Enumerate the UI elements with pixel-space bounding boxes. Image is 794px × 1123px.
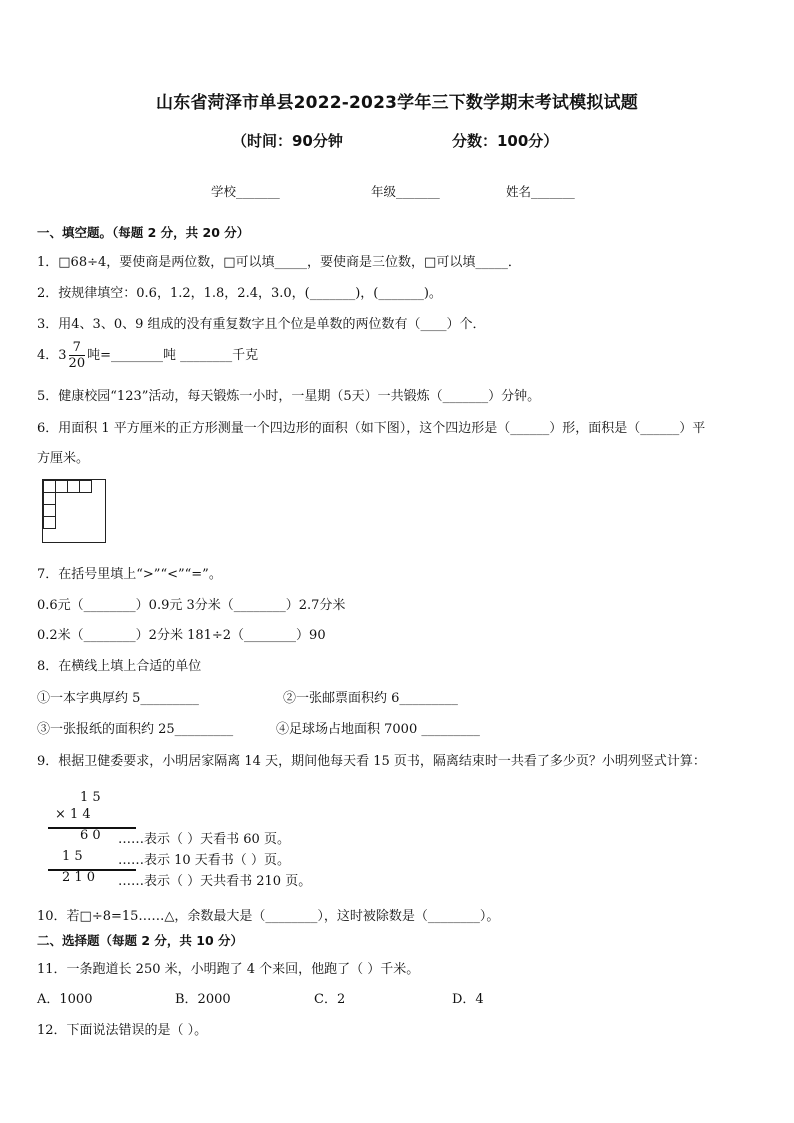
question-6-line2: 方厘米。 xyxy=(37,451,90,466)
calc-partial-2: 1 5 xyxy=(62,849,83,864)
option-a: A．1000 xyxy=(37,992,93,1007)
question-7-row1: 0.6元（________）0.9元 3分米（________）2.7分米 xyxy=(37,598,346,613)
page-title: 山东省菏泽市单县2022-2023学年三下数学期末考试模拟试题 xyxy=(156,93,638,113)
question-7: 7．在括号里填上“>”“<”“=”。 xyxy=(37,567,222,582)
calc-row-multiplier: × 1 4 xyxy=(55,807,91,822)
calc-partial-1: 6 0 xyxy=(80,828,101,843)
calc-product-note: ……表示（ ）天共看书 210 页。 xyxy=(118,874,312,889)
area-grid-figure xyxy=(42,479,106,543)
question-8-c: ③一张报纸的面积约 25_________ xyxy=(37,722,234,737)
question-9: 9．根据卫健委要求，小明居家隔离 14 天，期间他每天看 15 页书，隔离结束时一共看了多少页？小明列竖式计算： xyxy=(37,754,706,769)
question-10: 10．若□÷8=15……△，余数最大是（________），这时被除数是（________）。 xyxy=(37,909,500,924)
question-8-d: ④足球场占地面积 7000 _________ xyxy=(276,722,480,737)
option-c: C．2 xyxy=(314,992,346,1007)
question-4-text: 吨=________吨 ________千克 xyxy=(87,348,259,363)
calc-product: 2 1 0 xyxy=(62,870,96,885)
name-field: 姓名_______ xyxy=(506,184,575,199)
question-7-row2: 0.2米（________）2分米 181÷2（________）90 xyxy=(37,628,326,643)
question-4 xyxy=(37,340,258,371)
calc-partial-2-note: ……表示 10 天看书（ ）页。 xyxy=(118,853,290,868)
exam-time: （时间：90分钟 xyxy=(232,132,343,150)
school-field: 学校_______ xyxy=(211,184,280,199)
question-11: 11．一条跑道长 250 米，小明跑了 4 个来回，他跑了（ ）千米。 xyxy=(37,962,420,977)
question-12: 12．下面说法错误的是（ ）。 xyxy=(37,1023,208,1038)
exam-score: 分数：100分） xyxy=(452,132,559,150)
calc-partial-1-note: ……表示（ ）天看书 60 页。 xyxy=(118,832,290,847)
fraction-numerator: 7 xyxy=(69,340,86,356)
option-d: D．4 xyxy=(452,992,484,1007)
question-2: 2．按规律填空：0.6，1.2，1.8，2.4，3.0，(_______)，(_______)。 xyxy=(37,286,442,301)
grid-cell xyxy=(43,516,56,529)
question-8-a: ①一本字典厚约 5_________ xyxy=(37,691,199,706)
question-8-b: ②一张邮票面积约 6_________ xyxy=(283,691,458,706)
grade-field: 年级_______ xyxy=(371,184,440,199)
question-3: 3．用4、3、0、9 组成的没有重复数字且个位是单数的两位数有（____）个． xyxy=(37,317,486,332)
question-6-line1: 6．用面积 1 平方厘米的正方形测量一个四边形的面积（如下图），这个四边形是（______）形，面积是（______）平 xyxy=(37,421,706,436)
option-b: B．2000 xyxy=(175,992,231,1007)
grid-cell xyxy=(79,480,92,493)
fraction-denominator: 20 xyxy=(68,356,86,371)
question-4-number: 4．3 xyxy=(37,348,67,363)
section-fill-blank: 一、填空题。（每题 2 分，共 20 分） xyxy=(37,225,250,240)
section-choice: 二、选择题（每题 2 分，共 10 分） xyxy=(37,933,244,948)
question-1: 1．□68÷4，要使商是两位数，□可以填_____，要使商是三位数，□可以填_____． xyxy=(37,255,521,270)
question-8: 8．在横线上填上合适的单位 xyxy=(37,659,202,674)
calc-row-multiplicand: 1 5 xyxy=(80,790,101,805)
question-5: 5．健康校园“123”活动，每天锻炼一小时，一星期（5天）一共锻炼（_______）分钟。 xyxy=(37,389,541,404)
mixed-fraction xyxy=(69,340,86,371)
